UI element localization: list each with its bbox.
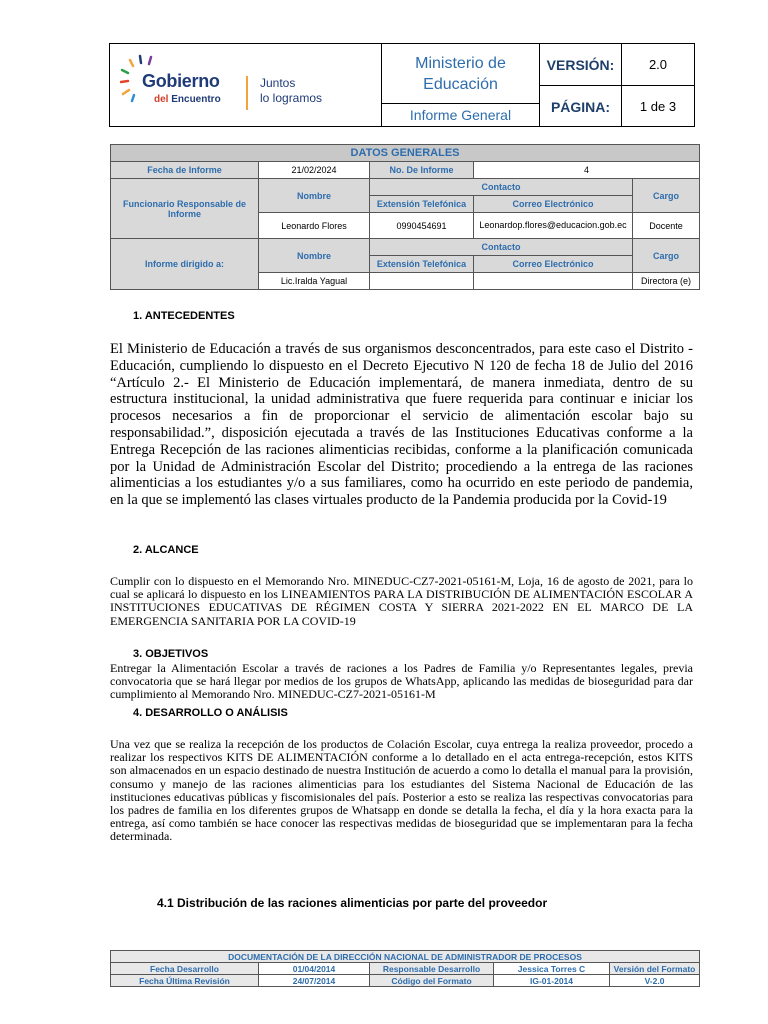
- version-value: 2.0: [622, 44, 694, 86]
- footer-codigo: IG-01-2014: [494, 975, 610, 987]
- footer-fecha-desarrollo-label: Fecha Desarrollo: [111, 963, 259, 975]
- dirigido-label: Informe dirigido a:: [111, 239, 259, 290]
- footer-version-label: Versión del Formato: [610, 963, 700, 975]
- footer-title: DOCUMENTACIÓN DE LA DIRECCIÓN NACIONAL DE ADMINISTRADOR DE PROCESOS: [111, 951, 700, 963]
- ext-header-2: Extensión Telefónica: [370, 256, 474, 273]
- no-informe-label: No. De Informe: [370, 162, 474, 179]
- logo-slogan: Juntos lo logramos: [260, 76, 323, 105]
- dir-cargo: Directora (e): [633, 273, 700, 290]
- footer-table: [110, 950, 700, 987]
- section-1-text: El Ministerio de Educación a través de sus organismos desconcentrados, para este caso el Distrito -Educación, cumpliendo lo dispuesto en el Decreto Ejecutivo N 120 de fecha 18 de Julio del 2016 “Artículo 2.- El Ministerio de Educación implementará, de manera inmediata, dentro de su estructura institucional, la unidad administrativa que fuere requerida para continuar e iniciar los procesos necesarios a fin de proporcionar el servicio de alimentación escolar bajo su responsabilidad.”, disposición ejecutada a través de las Instituciones Educativas conforme a la Entrega Recepción de las raciones alimenticias recibidas, conforme a la planificación comunicada por la Unidad de Administración Escolar del Distrito; procediendo a la entrega de las raciones alimenticias a los estudiantes y/o a sus familiares, como ha ocurrido en este periodo de pandemia, en la que se implementó las clases virtuales producto de la Pandemia producida por la Covid-19: [110, 341, 693, 509]
- section-2-text: Cumplir con lo dispuesto en el Memorando Nro. MINEDUC-CZ7-2021-05161-M, Loja, 16 de agosto de 2021, para lo cual se aplicará lo dispuesto en los LINEAMIENTOS PARA LA DISTRIBUCIÓN DE ALIMENTACIÓN ESCOLAR A INSTITUCIONES EDUCATIVAS DE RÉGIMEN COSTA Y SIERRA 2021-2022 EN EL MARCO DE LA EMERGENCIA SANITARIA POR LA COVID-19: [110, 574, 693, 628]
- nombre-header-2: Nombre: [259, 239, 370, 273]
- dir-ext: [370, 273, 474, 290]
- contacto-header-2: Contacto: [370, 239, 633, 256]
- datos-generales-table: [110, 144, 700, 290]
- logo-area: [110, 44, 382, 127]
- section-4-text: Una vez que se realiza la recepción de los productos de Colación Escolar, cuya entrega la realiza proveedor, procedo a realizar los respectivos KITS DE ALIMENTACIÓN conforme a lo detallado en el acta entrega-recepción, estos KITS son almacenados en un espacio destinado de nuestra Institución de acuerdo a como lo detalla el manual para la provisión, consumo y manejo de las raciones alimenticias para los estudiantes del Sistema Nacional de Educación de las instituciones educativas públicas y fiscomisionales del país. Posterior a esto se realiza las respectivas convocatorias para los padres de familia en los diferentes grupos de Whatsapp en donde se detalla la fecha, el día y la hora exacta para la entrega, así como también se hace conocer las respectivas medidas de bioseguridad que se implementaran para la fecha determinada.: [110, 737, 693, 844]
- func-correo: Leonardop.flores@educacion.gob.ec: [474, 213, 633, 239]
- logo-divider: [246, 76, 248, 110]
- footer-fecha-desarrollo: 01/04/2014: [259, 963, 370, 975]
- nombre-header: Nombre: [259, 179, 370, 213]
- version-label: VERSIÓN:: [540, 44, 622, 86]
- footer-version: V-2.0: [610, 975, 700, 987]
- func-nombre: Leonardo Flores: [259, 213, 370, 239]
- cargo-header-2: Cargo: [633, 239, 700, 273]
- section-2-title: 2. ALCANCE: [133, 544, 199, 556]
- section-4-1-title: 4.1 Distribución de las raciones alimenticias por parte del proveedor: [157, 896, 548, 910]
- func-cargo: Docente: [633, 213, 700, 239]
- footer-codigo-label: Código del Formato: [370, 975, 494, 987]
- footer-responsable-label: Responsable Desarrollo: [370, 963, 494, 975]
- section-3-title: 3. OBJETIVOS: [133, 648, 209, 660]
- fecha-value: 21/02/2024: [259, 162, 370, 179]
- logo-encuentro: del Encuentro: [154, 94, 221, 105]
- func-ext: 0990454691: [370, 213, 474, 239]
- report-type: Informe General: [382, 104, 540, 127]
- section-3-text: Entregar la Alimentación Escolar a través de raciones a los Padres de Familia y/o Representantes legales, previa convocatoria que se hará llegar por medios de los grupos de WhatsApp, aplicando las medidas de bioseguridad para dar cumplimiento al Memorando Nro. MINEDUC-CZ7-2021-05161-M: [110, 661, 693, 702]
- no-informe-value: 4: [474, 162, 700, 179]
- footer-revision: 24/07/2014: [259, 975, 370, 987]
- logo-gobierno: Gobierno: [142, 71, 220, 91]
- fecha-label: Fecha de Informe: [111, 162, 259, 179]
- dir-nombre: Lic.Iralda Yagual: [259, 273, 370, 290]
- page-value: 1 de 3: [639, 99, 677, 114]
- correo-header: Correo Electrónico: [474, 196, 633, 213]
- ministry-title: Ministerio de Educación: [382, 44, 540, 104]
- dir-correo: [474, 273, 633, 290]
- contacto-header: Contacto: [370, 179, 633, 196]
- ext-header: Extensión Telefónica: [370, 196, 474, 213]
- section-1-title: 1. ANTECEDENTES: [133, 310, 235, 322]
- section-4-title: 4. DESARROLLO O ANÁLISIS: [133, 707, 288, 719]
- correo-header-2: Correo Electrónico: [474, 256, 633, 273]
- funcionario-label: Funcionario Responsable de Informe: [111, 179, 259, 239]
- document-header: [109, 43, 695, 127]
- footer-responsable: Jessica Torres C: [494, 963, 610, 975]
- datos-title: DATOS GENERALES: [111, 145, 700, 162]
- cargo-header: Cargo: [633, 179, 700, 213]
- page-label: PÁGINA:: [540, 86, 622, 127]
- footer-revision-label: Fecha Última Revisión: [111, 975, 259, 987]
